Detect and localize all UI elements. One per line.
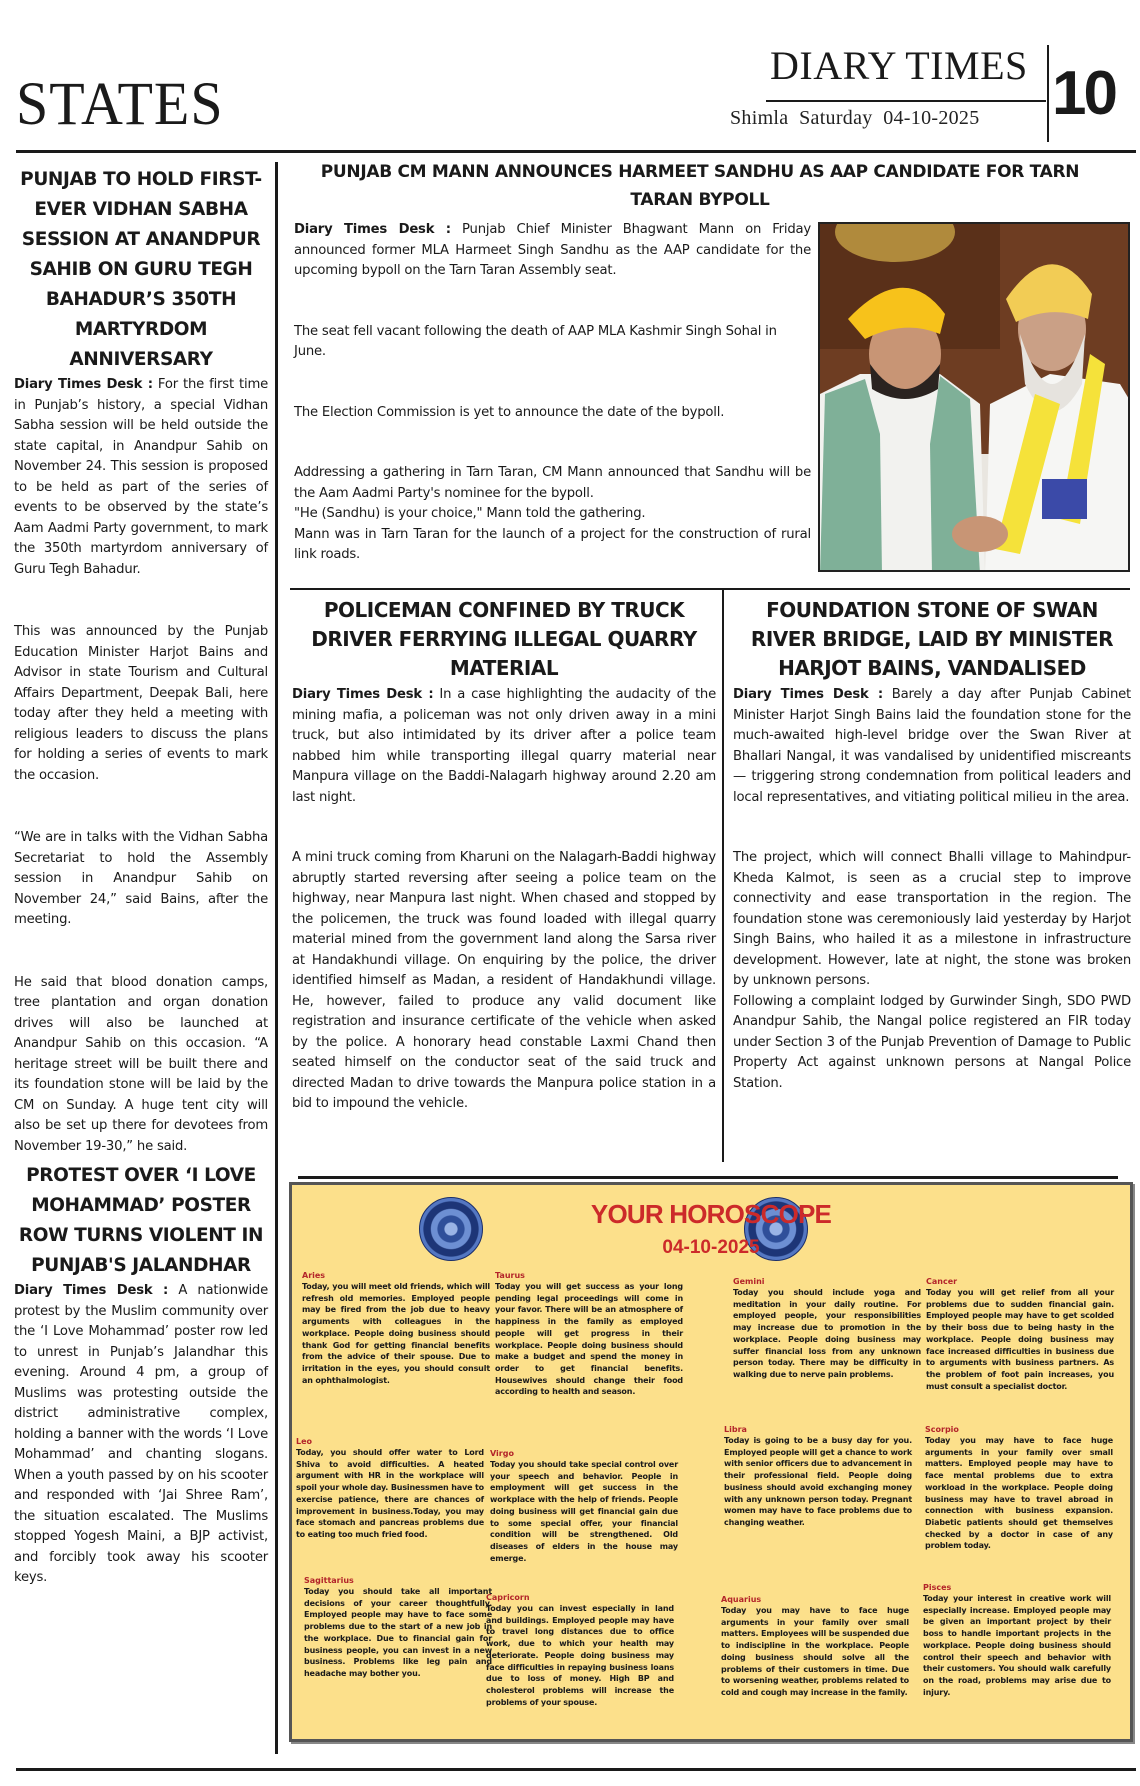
dateline-day: Saturday <box>799 107 873 129</box>
sign-name: Pisces <box>923 1583 952 1592</box>
byline: Diary Times Desk : <box>292 687 434 702</box>
middle-column <box>292 596 716 1115</box>
sign-text: Today your interest in creative work will especially increase. Employed people may be given an important project by their boss to handle important projects in the workplace. People doing business should control their speech and behavior with their customers. You should walk carefully on the road, problems may arise due to injury. <box>923 1594 1111 1697</box>
horoscope-date: 04-10-2025 <box>662 1237 760 1258</box>
paragraph: Mann was in Tarn Taran for the launch of a project for the construction of rural link roads. <box>294 526 811 562</box>
article-protest <box>14 1161 268 1589</box>
sign-libra <box>724 1425 912 1529</box>
masthead-rule <box>16 150 1136 153</box>
sign-text: Today you can invest especially in land and buildings. Employed people may have to travel long distances due to office work, due to which your health may deteriorate. People doing business may face difficulties in repaying business loans due to loss of money. High BP and cholesterol problems will increase the problems of your spouse. <box>486 1604 674 1707</box>
sign-name: Scorpio <box>925 1425 959 1434</box>
article-policeman-body <box>292 685 716 1115</box>
sign-sagittarius <box>304 1576 492 1680</box>
brand-underline <box>766 100 1046 102</box>
paragraph: This was announced by the Punjab Education Minister Harjot Bains and Advisor in state Tourism and Cultural Affairs Department, Deepak Bali, here today after they held a meeting with religious leaders to discuss the plans for holding a series of events to mark the occasion. <box>14 624 268 783</box>
headline: PUNJAB TO HOLD FIRST-EVER VIDHAN SABHA SESSION AT ANANDPUR SAHIB ON GURU TEGH BAHADUR’S 350TH MARTYRDOM ANNIVERSARY <box>20 169 262 370</box>
headline-swan-bridge: FOUNDATION STONE OF SWAN RIVER BRIDGE, LAID BY MINISTER HARJOT BAINS, VANDALISED <box>750 598 1114 680</box>
paragraph: “We are in talks with the Vidhan Sabha Secretariat to hold the Assembly session in Anandpur Sahib on November 24,” said Bains, after the meeting. <box>14 830 268 927</box>
sign-text: Today you should take special control over your speech and behavior. People in employment will get success in the workplace with the help of friends. People doing business will get financial gain due to some special offer, your financial condition will be strengthened. Old diseases of elders in the house may emerge. <box>490 1460 678 1563</box>
sign-leo <box>296 1437 484 1541</box>
paragraph: He said that blood donation camps, tree plantation and organ donation drives will also be launched at Anandpur Sahib on this occasion. “A heritage street will be built there and its foundation stone will be laid by the CM on Sunday. A huge tent city will also be set up there for devotees from November 19-30,” he said. <box>14 974 268 1154</box>
masthead-divider <box>1047 45 1049 142</box>
byline: Diary Times Desk : <box>14 1283 169 1298</box>
article-swan-bridge-body <box>733 685 1131 1094</box>
paragraph: Punjab Chief Minister Bhagwant Mann on Friday announced former MLA Harmeet Singh Sandhu as the AAP candidate for the upcoming bypoll on the Tarn Taran Assembly seat. <box>294 222 812 278</box>
sign-aquarius <box>721 1595 909 1699</box>
sign-text: Today you will get success as your long pending legal proceedings will come in your favor. There will be an atmosphere of happiness in the family as employed people will get progress in their workplace. People doing business should make a budget and spend the money in order to get financial benefits. Housewives should change their food according to health and season. <box>495 1282 683 1397</box>
sign-aries <box>302 1271 490 1386</box>
sign-taurus <box>495 1271 683 1398</box>
sign-cancer <box>926 1277 1114 1392</box>
news-photo <box>818 222 1130 572</box>
left-column <box>14 165 268 1589</box>
paragraph: A nationwide protest by the Muslim community over the ‘I Love Mohammad’ poster row led to unrest in Punjab’s Jalandhar this evening. Around 4 pm, a group of Muslims was protesting outside the district administrative complex, holding a banner with the words ‘I Love Mohammad’ and chanting slogans. When a youth passed by on his scooter and responded with ‘Jai Shree Ram’, the situation escalated. The Muslims stopped Yogesh Maini, a BJP activist, and forcibly took away his scooter keys. <box>14 1283 269 1585</box>
dateline-date: 04-10-2025 <box>883 107 980 129</box>
horoscope-title: YOUR HOROSCOPE <box>590 1199 832 1229</box>
column-divider <box>722 590 724 1162</box>
sign-name: Gemini <box>733 1277 765 1286</box>
article-body <box>14 375 268 1157</box>
sign-text: Today is going to be a busy day for you. Employed people will get a chance to work with senior officers due to advancement in their professional field. People doing business should avoid exchanging money with any unknown person today. Pregnant women may have to face problems due to changing weather. <box>724 1436 912 1527</box>
paragraph: For the first time in Punjab’s history, a special Vidhan Sabha session will be held outside the state capital, in Anandpur Sahib on November 24. This session is proposed to be held as part of the series of events to be observed by the state’s Aam Aadmi Party government, to mark the 350th martyrdom anniversary of Guru Tegh Bahadur. <box>14 377 269 577</box>
sign-virgo <box>490 1449 678 1564</box>
dateline <box>730 107 980 130</box>
section-title: STATES <box>16 69 224 138</box>
column-divider <box>275 162 278 1754</box>
sign-text: Today, you will meet old friends, which will refresh old memories. Employed people may be fired from the job due to heavy arguments with colleagues in the workplace. People doing business should thank God for getting financial benefits from the advice of their spouse. Due to irritation in the eyes, you should consult an ophthalmologist. <box>302 1282 490 1385</box>
article-vidhan-sabha <box>14 165 268 1157</box>
byline: Diary Times Desk : <box>294 222 451 237</box>
sign-name: Libra <box>724 1425 747 1434</box>
page-number: 10 <box>1052 59 1115 128</box>
byline: Diary Times Desk : <box>14 377 153 392</box>
paragraph: In a case highlighting the audacity of the mining mafia, a policeman was not only driven away in a mini truck, but also intimidated by its driver after a police team nabbed him while transporting illegal quarry material near Manpura village on the Baddi-Nalagarh highway around 2.20 am last night. <box>292 687 716 805</box>
sign-text: Today you should include yoga and meditation in your daily routine. For employed people, your responsibilities may increase due to promotion in the workplace. People doing business may suffer financial loss from any unknown person today. There may be difficulty in walking due to nerve pain problems. <box>733 1288 921 1379</box>
paragraph: "He (Sandhu) is your choice," Mann told the gathering. <box>294 506 646 521</box>
sign-scorpio <box>925 1425 1113 1552</box>
sign-pisces <box>923 1583 1111 1698</box>
paragraph: A mini truck coming from Kharuni on the Nalagarh-Baddi highway abruptly started reversing after seeing a police team on the highway, near Manpura last night. When chased and stopped by the policemen, the truck was found loaded with illegal quarry material mined from the government land along the Sarsa river at Handakhundi village. On enquiring by the police, the driver identified himself as Madan, a resident of Handakhundi village. He, however, failed to produce any valid document like registration and insurance certificate of the vehicle when asked by the police. A honorary head constable Laxmi Chand then seated himself on the conductor seat of the said truck and directed Madan to drive towards the Manpura police station in a bid to impound the vehicle. <box>292 850 716 1111</box>
paragraph: The project, which will connect Bhalli village to Mahindpur-Kheda Kalmot, is seen as a crucial step to improve connectivity and ease transportation in the region. The foundation stone was ceremoniously laid yesterday by Harjot Singh Bains, who hailed it as a milestone in infrastructure development. However, late at night, the stone was broken by unknown persons. <box>733 850 1131 988</box>
sign-text: Today you may have to face huge arguments in your family over small matters. Employed people may have to face mental problems due to extra workload in the workplace. People doing business may have to travel abroad in connection with business expansion. Diabetic patients should get themselves checked by a doctor in case of any problem today. <box>925 1436 1113 1551</box>
sign-text: Today, you should offer water to Lord Shiva to avoid difficulties. A heated argument with HR in the workplace will spoil your whole day. Businessmen have to exercise patience, there are chances of improvement in business.Today, you may face stomach and pancreas problems due to eating too much fried food. <box>296 1448 484 1539</box>
sign-name: Taurus <box>495 1271 525 1280</box>
paragraph: The seat fell vacant following the death of AAP MLA Kashmir Singh Sohal in June. <box>294 323 777 359</box>
horoscope-box <box>289 1182 1133 1742</box>
sign-gemini <box>733 1277 921 1381</box>
headline-policeman: POLICEMAN CONFINED BY TRUCK DRIVER FERRYING ILLEGAL QUARRY MATERIAL <box>311 598 697 680</box>
sign-name: Cancer <box>926 1277 958 1286</box>
sign-text: Today you should take all important decisions of your career thoughtfully. Employed people may have to face some problems due to the start of a new job in the workplace. Due to financial gain for business people, you can invest in a new business. Problems like leg pain and headache may bother you. <box>304 1587 492 1678</box>
sign-name: Aquarius <box>721 1595 762 1604</box>
sign-name: Sagittarius <box>304 1576 354 1585</box>
sign-name: Leo <box>296 1437 313 1446</box>
paragraph: The Election Commission is yet to announce the date of the bypoll. <box>294 404 725 420</box>
section-rule <box>290 588 1130 590</box>
headline: PROTEST OVER ‘I LOVE MOHAMMAD’ POSTER ROW TURNS VIOLENT IN PUNJAB'S JALANDHAR <box>18 1165 264 1276</box>
horoscope-rule <box>298 1176 1118 1179</box>
article-body <box>14 1281 268 1589</box>
paragraph: Addressing a gathering in Tarn Taran, CM Mann announced that Sandhu will be the Aam Aadmi Party's nominee for the bypoll. <box>294 465 811 501</box>
sign-text: Today you may have to face huge arguments in your family over small matters. Employees will be suspended due to indiscipline in the workplace. People doing business should solve all the problems of their customers in time. Due to worsening weather, problems related to cold and cough may increase in the family. <box>721 1606 909 1697</box>
sign-name: Virgo <box>490 1449 514 1458</box>
sign-capricorn <box>486 1593 674 1708</box>
dateline-city: Shimla <box>730 107 789 129</box>
paragraph: Barely a day after Punjab Cabinet Minister Harjot Singh Bains laid the foundation stone for the much-awaited high-level bridge over the Swan River at Bhallari Nangal, it was vandalised by unidentified miscreants — triggering strong condemnation from political leaders and local representatives, and vitiating political milieu in the area. <box>733 687 1132 805</box>
photo-illustration <box>820 224 1130 572</box>
sign-name: Capricorn <box>486 1593 530 1602</box>
footer-rule <box>16 1768 1136 1771</box>
byline: Diary Times Desk : <box>733 687 883 702</box>
newspaper-brand: DIARY TIMES <box>770 43 1028 88</box>
sign-name: Aries <box>302 1271 326 1280</box>
paragraph: Following a complaint lodged by Gurwinder Singh, SDO PWD Anandpur Sahib, the Nangal police registered an FIR today under Section 3 of the Punjab Prevention of Damage to Public Property Act against unknown persons at Nangal Police Station. <box>733 993 1131 1091</box>
article-sandhu-body <box>294 220 811 566</box>
right-column <box>733 596 1131 1094</box>
headline-sandhu: PUNJAB CM MANN ANNOUNCES HARMEET SANDHU AS AAP CANDIDATE FOR TARN TARAN BYPOLL <box>320 162 1080 210</box>
sign-text: Today you will get relief from all your problems due to sudden financial gain. Employed people may have to get scolded by their boss due to being hasty in the workplace. People doing business may face increased difficulties in business due to arguments with business partners. As the problem of foot pain increases, you must consult a specialist doctor. <box>926 1288 1114 1391</box>
